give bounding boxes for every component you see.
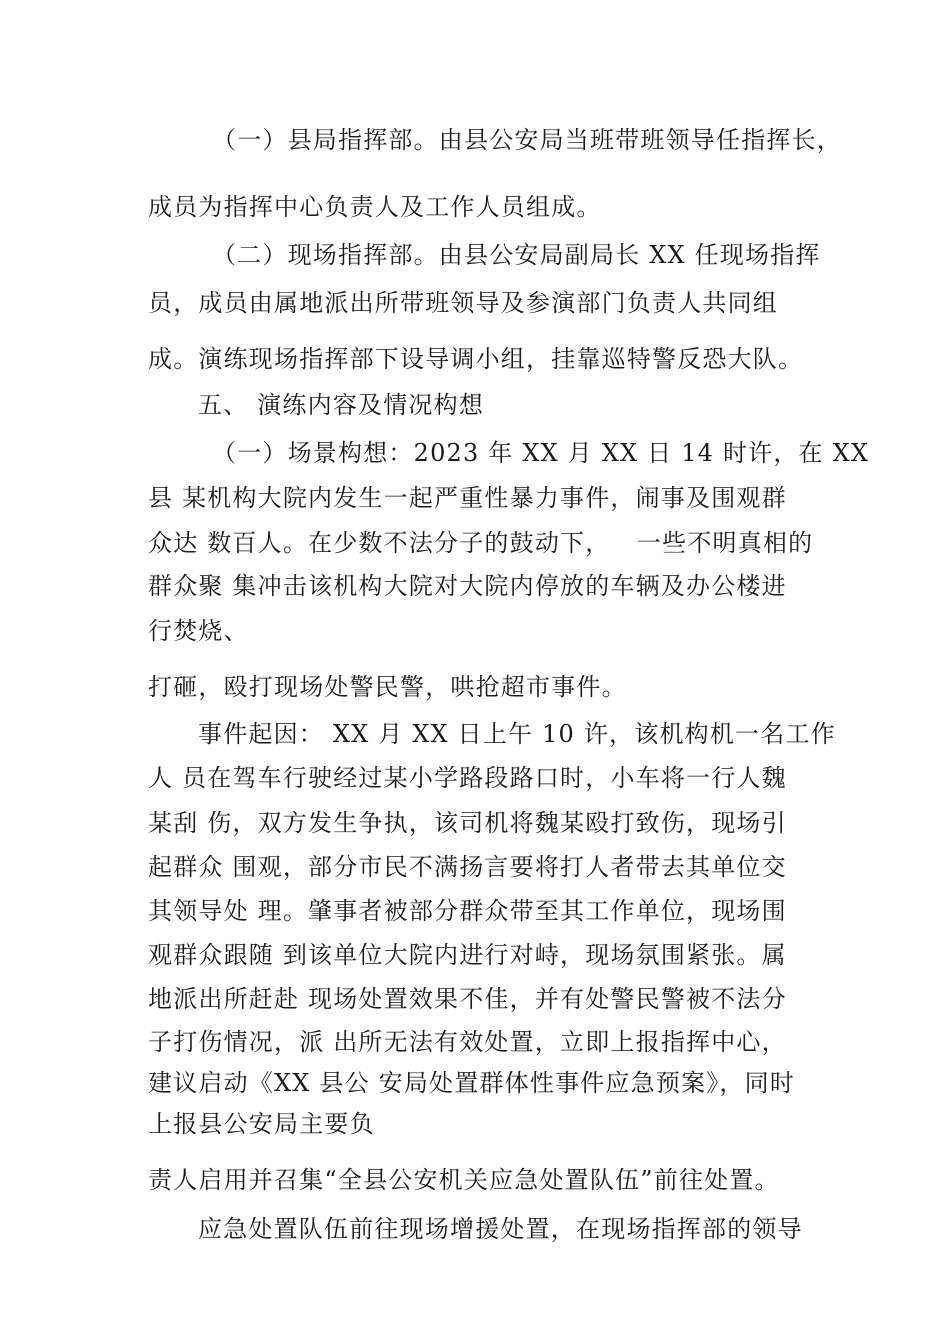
text-line-12: 打砸，殴打现场处警民警，哄抢超市事件。 xyxy=(148,673,627,701)
section-heading-five: 五、 演练内容及情况构想 xyxy=(198,391,485,419)
text-line-19: 地派出所赶赴 现场处置效果不佳，并有处警民警被不法分 xyxy=(148,985,787,1013)
text-line-18: 观群众跟随 到该单位大院内进行对峙，现场氛围紧张。属 xyxy=(148,941,787,969)
text-line-9: 众达 数百人。在少数不法分子的鼓动下， 一些不明真相的 xyxy=(148,529,814,557)
text-line-17: 其领导处 理。肇事者被部分群众带至其工作单位，现场围 xyxy=(148,897,787,925)
text-line-11: 行焚烧、 xyxy=(148,617,249,645)
text-line-10: 群众聚 集冲击该机构大院对大院内停放的车辆及办公楼进 xyxy=(148,572,787,600)
text-line-4: 员，成员由属地派出所带班领导及参演部门负责人共同组 xyxy=(148,289,778,317)
text-line-2: 成员为指挥中心负责人及工作人员组成。 xyxy=(148,193,602,221)
text-line-15: 某刮 伤，双方发生争执，该司机将魏某殴打致伤，现场引 xyxy=(148,809,787,837)
text-line-13: 事件起因： XX 月 XX 日上午 10 许，该机构机一名工作 xyxy=(198,720,836,748)
text-line-14: 人 员在驾车行驶经过某小学路段路口时，小车将一行人魏 xyxy=(148,764,787,792)
text-line-23: 责人启用并召集“全县公安机关应急处置队伍”前往处置。 xyxy=(148,1166,780,1194)
text-line-16: 起群众 围观，部分市民不满扬言要将打人者带去其单位交 xyxy=(148,853,787,881)
text-line-20: 子打伤情况，派 出所无法有效处置，立即上报指挥中心， xyxy=(148,1028,787,1056)
text-line-1: （一）县局指挥部。由县公安局当班带班领导任指挥长， xyxy=(212,126,842,154)
text-line-21: 建议启动《XX 县公 安局处置群体性事件应急预案》，同时 xyxy=(148,1069,796,1097)
text-line-7: （一）场景构想：2023 年 XX 月 XX 日 14 时许，在 XX xyxy=(212,439,870,467)
text-line-24: 应急处置队伍前往现场增援处置，在现场指挥部的领导 xyxy=(198,1215,803,1243)
text-line-8: 县 某机构大院内发生一起严重性暴力事件，闹事及围观群 xyxy=(148,484,787,512)
text-line-3: （二）现场指挥部。由县公安局副局长 XX 任现场指挥 xyxy=(212,241,821,269)
text-line-22: 上报县公安局主要负 xyxy=(148,1110,375,1138)
text-line-5: 成。演练现场指挥部下设导调小组，挂靠巡特警反恐大队。 xyxy=(148,345,804,373)
